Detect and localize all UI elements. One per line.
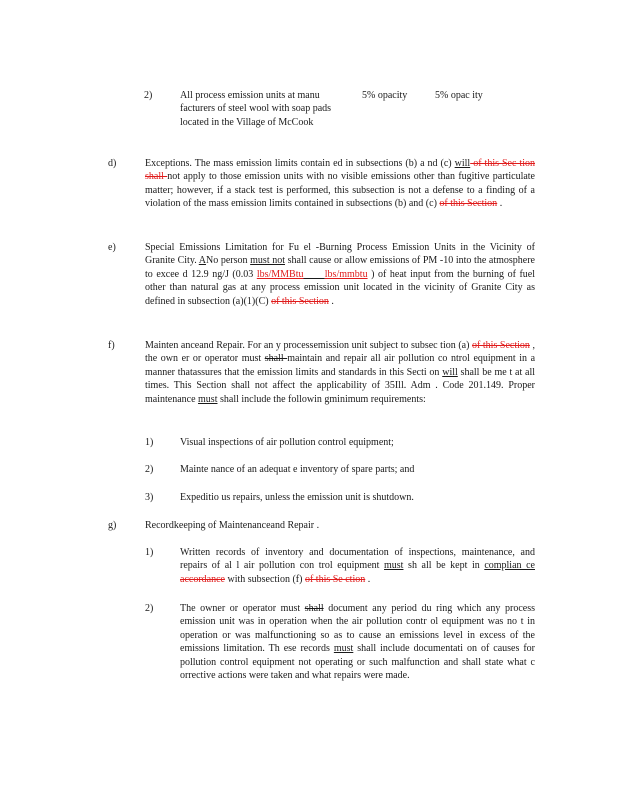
- section-f-paragraph: Mainten anceand Repair. For an y processemission unit subject to subsec tion (a) of this Section , the own er or operator must shall maintain and repair all air pollution co ntrol equipment in a manner thatassures that the emission limits and standards in this Secti on will shall be me t at all times. This Section shall not affect the applicability of 35Ill. Adm . Code 201.149. Proper maintenance must shall include the followin gminimum requirements:: [145, 340, 536, 405]
- red-insertion: lbs/mmbtu: [324, 268, 368, 280]
- insertion: must not: [250, 255, 286, 267]
- section-g-item-2-text: The owner or operator must shall document any period du ring which any process emission unit was in operation when the air pollution contr ol equipment was no t in operation or was malfunctioning so as to cause an emissions level in excess of the emissions limitation. Th ese records must shall include documentati on of causes for pollution control equipment not operating or such malfunction and shall state what c orrective actions were taken and what repairs were made.: [180, 603, 535, 682]
- section-f-item-3-marker: 3): [145, 492, 154, 503]
- section-g-item-2-marker: 2): [145, 603, 154, 614]
- deletion: of this Se ction: [304, 573, 366, 585]
- section-e-paragraph: Special Emissions Limitation for Fu el -Burning Process Emission Units in the Vicinity of Granite City. ANo person must not shall cause or allow emissions of PM -10 into the atmosphere to excee d 12.9 ng/J (0.03 lbs/MMBtu lbs/mmbtu ) of heat input from the burning of fuel other than natural gas at any process emission unit located in the vicinity of Granite City as defined in subsection (a)(1)(C) of this Section .: [145, 242, 535, 307]
- section-g-marker: g): [108, 520, 117, 531]
- insertion: must: [384, 560, 404, 572]
- deletion: of this Sec tion shall: [145, 158, 535, 183]
- insertion: will: [442, 366, 458, 378]
- item-2-opacity-col2: 5% opac ity: [435, 90, 483, 101]
- section-g-heading: Recordkeeping of Maintenanceand Repair .: [145, 520, 320, 531]
- section-e-marker: e): [108, 242, 116, 253]
- insertion: must: [333, 643, 354, 655]
- strikethrough: shall: [304, 603, 324, 614]
- deletion: of this Section: [472, 340, 530, 351]
- item-2-description: All process emission units at manu facturers of steel wool with soap pads located in the Village of McCook: [180, 90, 332, 128]
- insertion: will: [454, 158, 471, 169]
- section-f-item-1-text: Visual inspections of air pollution control equipment;: [180, 437, 394, 448]
- deletion: of this Section: [271, 295, 329, 307]
- item-2-opacity-col1: 5% opacity: [362, 90, 408, 101]
- section-g-item-1-marker: 1): [145, 547, 154, 558]
- section-f-marker: f): [108, 340, 115, 351]
- insertion: complian ce: [484, 560, 535, 572]
- strikethrough: shall: [264, 353, 288, 365]
- section-d-marker: d): [108, 158, 117, 169]
- item-2-marker: 2): [144, 90, 153, 101]
- deletion: of this Section: [439, 198, 498, 210]
- section-f-item-2-marker: 2): [145, 464, 154, 475]
- red-insertion: lbs/MMBtu: [256, 268, 304, 280]
- insertion: A: [198, 255, 207, 267]
- insertion: must: [198, 393, 218, 405]
- section-g-item-1-text: Written records of inventory and documentation of inspections, maintenance, and repairs of al l air pollution con trol equipment must sh all be kept in complian ce accordance with subsection (f) of this Se ction .: [180, 547, 535, 585]
- deletion: accordance: [180, 573, 225, 585]
- section-f-item-2-text: Mainte nance of an adequat e inventory of spare parts; and: [180, 464, 415, 475]
- section-f-item-1-marker: 1): [145, 437, 154, 448]
- section-f-item-3-text: Expeditio us repairs, unless the emission unit is shutdown.: [180, 492, 414, 503]
- section-d-paragraph: Exceptions. The mass emission limits contain ed in subsections (b) a nd (c) will of this Sec tion shall not apply to those emission units with no visible emissions other than fugitive particulate matter; however, if a stack test is performed, this subsection is not a defense to a finding of a violation of the mass emission limits contained in subsections (b) and (c) of this Section .: [145, 158, 535, 210]
